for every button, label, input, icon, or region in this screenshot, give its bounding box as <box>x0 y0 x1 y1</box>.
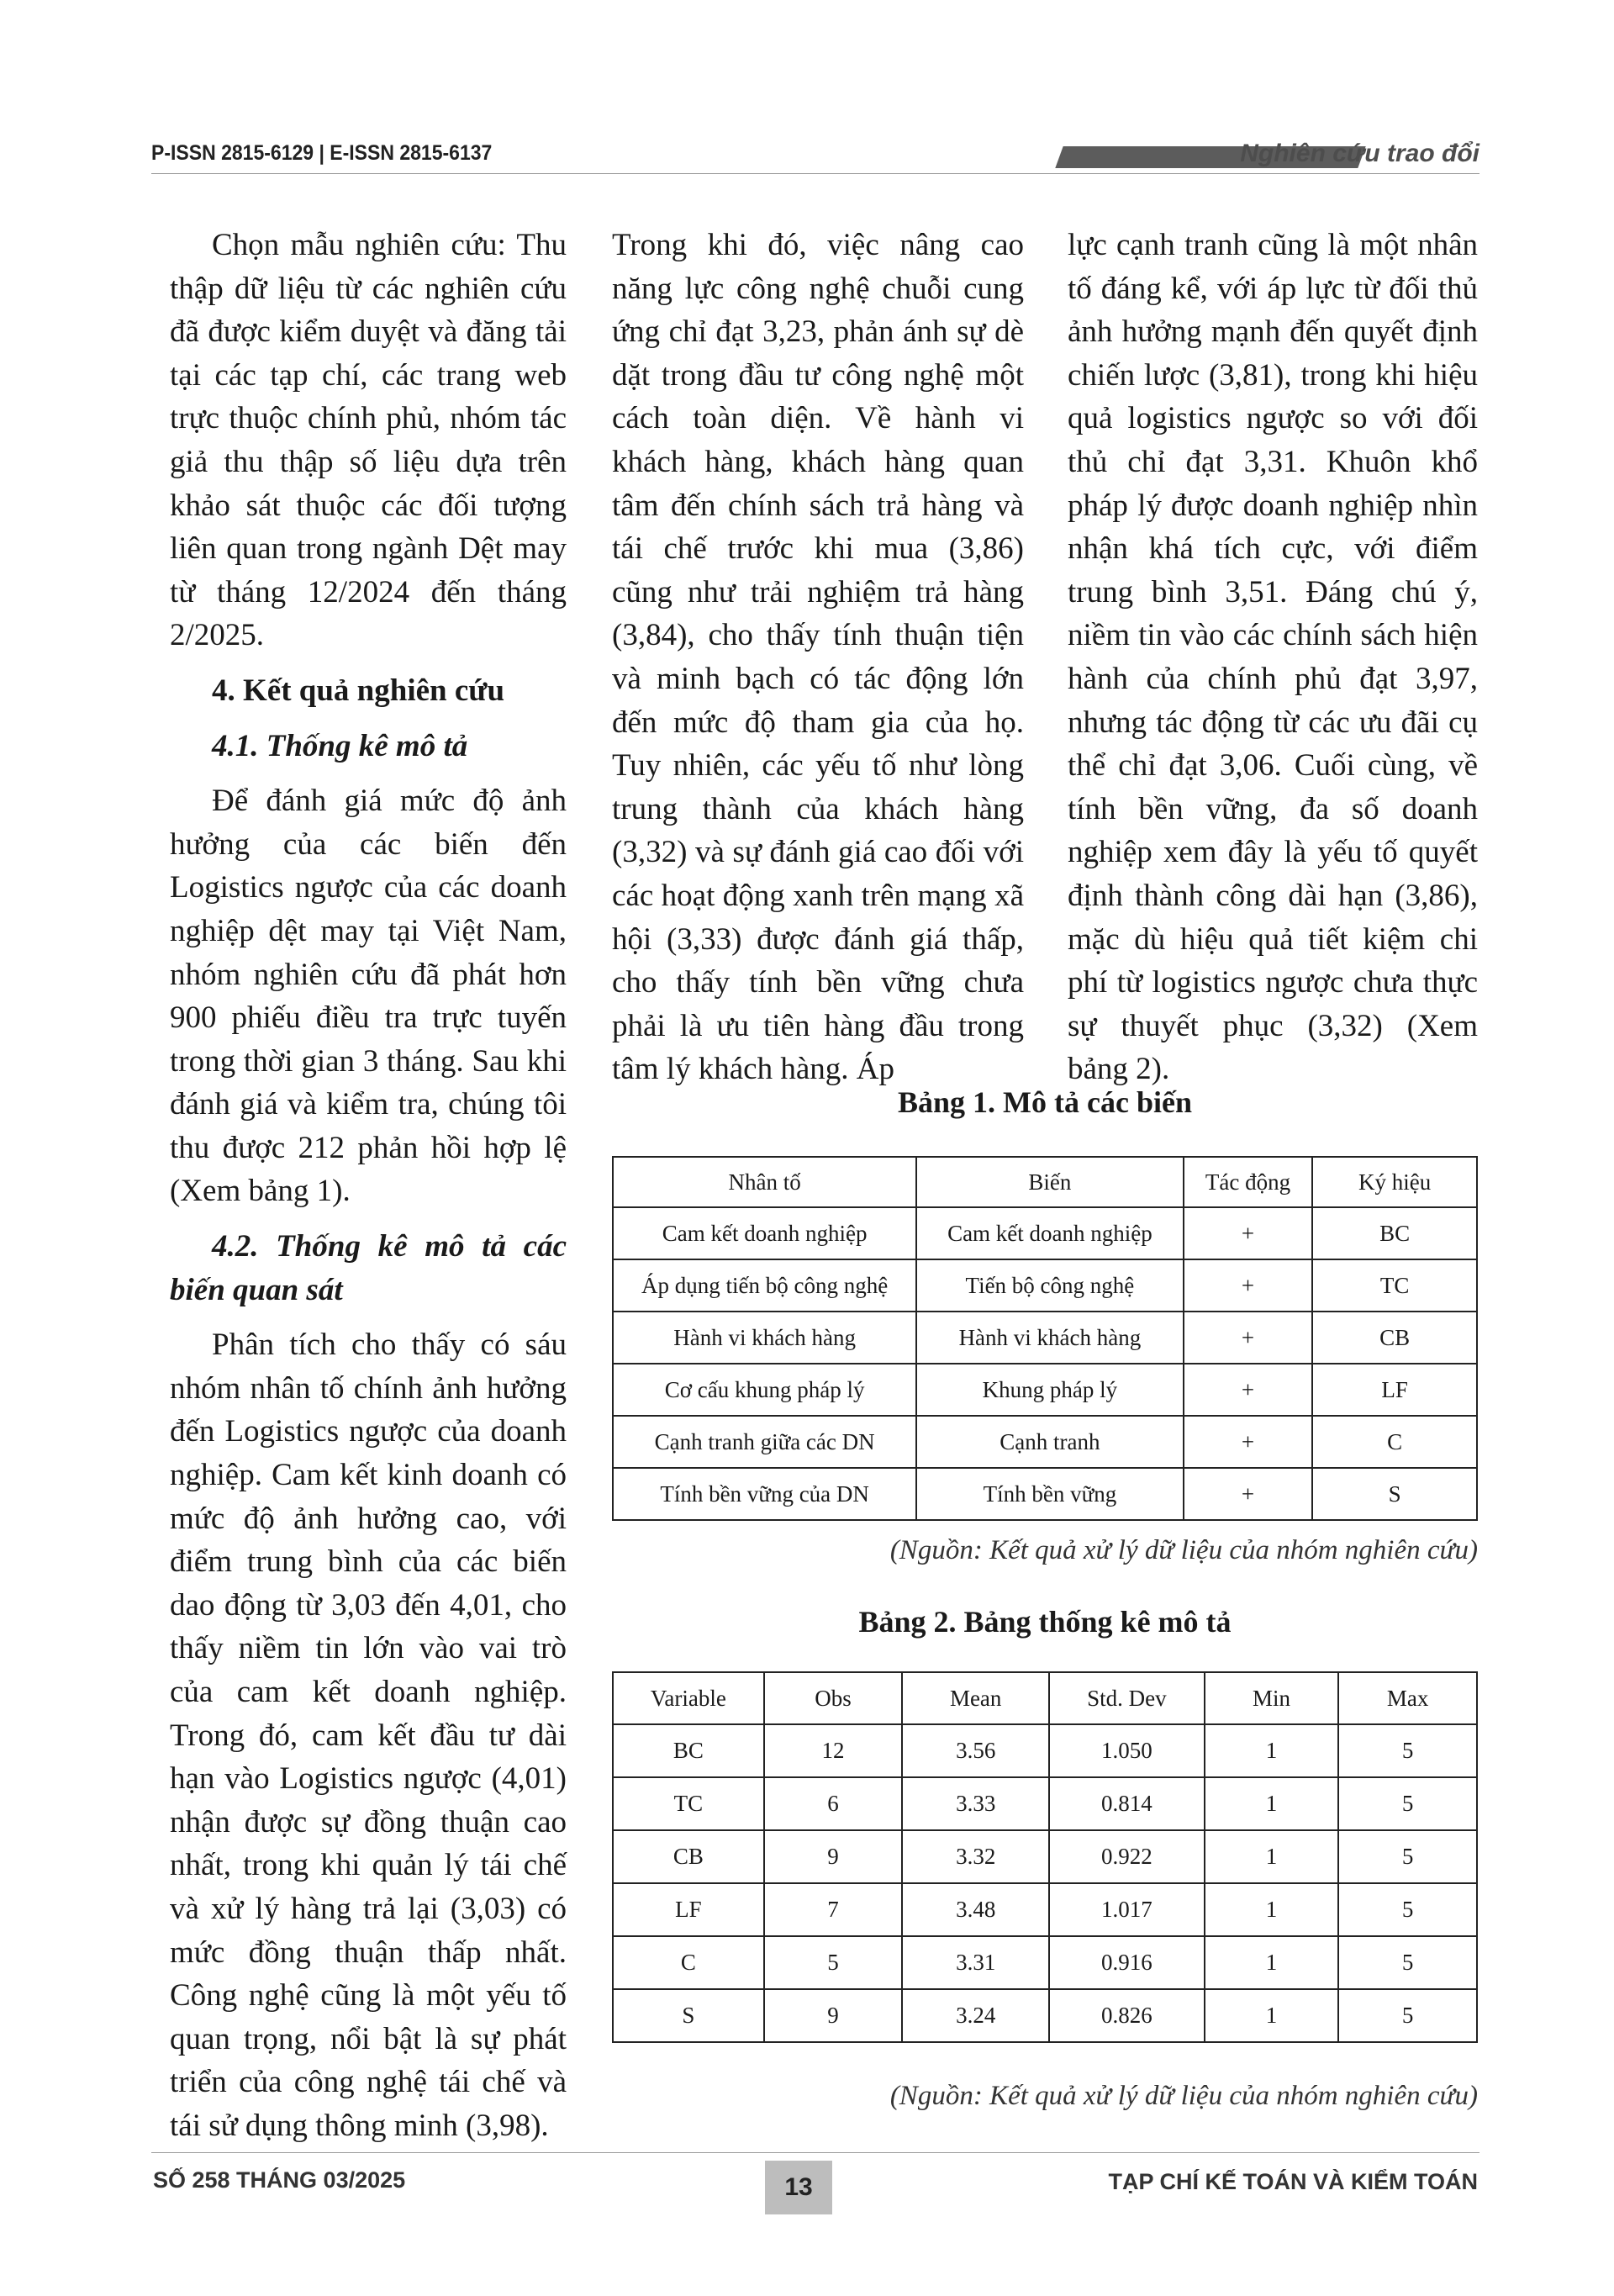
section-title: Nghiên cứu trao đổi <box>1240 140 1480 167</box>
table1-cell: + <box>1184 1364 1313 1416</box>
table2-cell: 7 <box>764 1883 903 1936</box>
table1-cell: + <box>1184 1468 1313 1520</box>
table1-cell: Cạnh tranh giữa các DN <box>613 1416 916 1468</box>
table2-cell: 12 <box>764 1724 903 1777</box>
table1-cell: Cạnh tranh <box>916 1416 1183 1468</box>
table2-row <box>613 1936 1477 1989</box>
table2-header-row <box>613 1672 1477 1724</box>
paragraph-sample-selection: Chọn mẫu nghiên cứu: Thu thập dữ liệu từ các nghiên cứu đã được kiểm duyệt và đăng tải tại các tạp chí, các trang web trực thuộc chính phủ, nhóm tác giả thu thập số liệu dựa trên khảo sát thuộc các đối tượng liên quan trong ngành Dệt may từ tháng 12/2024 đến tháng 2/2025. <box>170 228 567 653</box>
table2-row <box>613 1989 1477 2042</box>
table1-cell: + <box>1184 1312 1313 1364</box>
section-heading-results: 4. Kết quả nghiên cứu <box>212 673 505 708</box>
table1-source: (Nguồn: Kết quả xử lý dữ liệu của nhóm nghiên cứu) <box>889 1535 1478 1565</box>
table2-cell: 0.922 <box>1049 1830 1205 1883</box>
running-header <box>151 141 1480 175</box>
table1 <box>612 1156 1478 1521</box>
table2-row <box>613 1883 1477 1936</box>
table1-header-cell: Nhân tố <box>613 1157 916 1207</box>
table2-cell: 1.050 <box>1049 1724 1205 1777</box>
table2-cell: 3.48 <box>902 1883 1049 1936</box>
issn-label: P-ISSN 2815-6129 | E-ISSN 2815-6137 <box>151 141 493 165</box>
table1-cell: C <box>1312 1416 1477 1468</box>
table2-cell: 1 <box>1205 1936 1339 1989</box>
table1-cell: CB <box>1312 1312 1477 1364</box>
table2-cell: BC <box>613 1724 764 1777</box>
table2-title: Bảng 2. Bảng thống kê mô tả <box>858 1605 1232 1639</box>
table2-header-cell: Mean <box>902 1672 1049 1724</box>
page-number: 13 <box>765 2161 832 2214</box>
table1-cell: Khung pháp lý <box>916 1364 1183 1416</box>
text-column-right <box>1068 224 1478 1091</box>
paragraph-analysis: Phân tích cho thấy có sáu nhóm nhân tố chính ảnh hưởng đến Logistics ngược của doanh nghiệp. Cam kết kinh doanh có mức độ ảnh hưởng cao, với điểm trung bình của các biến dao động từ 3,03 đến 4,01, cho thấy niềm tin lớn vào vai trò của cam kết doanh nghiệp. Trong đó, cam kết đầu tư dài hạn vào Logistics ngược (4,01) nhận được sự đồng thuận cao nhất, trong khi quản lý tái chế và xử lý hàng trả lại (3,03) có mức đồng thuận thấp nhất. Công nghệ cũng là một yếu tố quan trọng, nổi bật là sự phát triển của công nghệ tái chế và tái sử dụng thông minh (3,98). <box>170 1327 567 2143</box>
table1-body <box>613 1207 1477 1520</box>
table2-cell: LF <box>613 1883 764 1936</box>
table2-cell: 3.32 <box>902 1830 1049 1883</box>
table1-cell: Hành vi khách hàng <box>613 1312 916 1364</box>
table1-cell: Tiến bộ công nghệ <box>916 1259 1183 1312</box>
table2-cell: 3.33 <box>902 1777 1049 1830</box>
table1-cell: + <box>1184 1416 1313 1468</box>
table2-cell: 1 <box>1205 1724 1339 1777</box>
table1-header-cell: Biến <box>916 1157 1183 1207</box>
table1-cell: S <box>1312 1468 1477 1520</box>
table2-body <box>613 1724 1477 2042</box>
table2-cell: 5 <box>1338 1883 1477 1936</box>
table2-cell: 9 <box>764 1989 903 2042</box>
subsection-heading-observed: 4.2. Thống kê mô tả các biến quan sát <box>170 1229 567 1307</box>
issue-label: SỐ 258 THÁNG 03/2025 <box>153 2167 406 2193</box>
table1-header-cell: Ký hiệu <box>1312 1157 1477 1207</box>
table2 <box>612 1671 1478 2043</box>
table1-cell: TC <box>1312 1259 1477 1312</box>
table2-cell: 9 <box>764 1830 903 1883</box>
table2-cell: 5 <box>1338 1724 1477 1777</box>
table2-cell: 3.24 <box>902 1989 1049 2042</box>
table2-cell: 5 <box>1338 1830 1477 1883</box>
table1-cell: BC <box>1312 1207 1477 1259</box>
table2-header-cell: Max <box>1338 1672 1477 1724</box>
table1-cell: + <box>1184 1259 1313 1312</box>
table1-cell: Áp dụng tiến bộ công nghệ <box>613 1259 916 1312</box>
table2-header-cell: Min <box>1205 1672 1339 1724</box>
table1-row <box>613 1259 1477 1312</box>
table1-cell: Cam kết doanh nghiệp <box>613 1207 916 1259</box>
table1-row <box>613 1468 1477 1520</box>
table1-row <box>613 1364 1477 1416</box>
paragraph-continued-right: lực cạnh tranh cũng là một nhân tố đáng kể, với áp lực từ đối thủ ảnh hưởng mạnh đến quyết định chiến lược (3,81), trong khi hiệu quả logistics ngược so với đối thủ chỉ đạt 3,31. Khuôn khổ pháp lý được doanh nghiệp nhìn nhận khá tích cực, với điểm trung bình 3,51. Đáng chú ý, niềm tin vào các chính sách hiện hành của chính phủ đạt 3,97, nhưng tác động từ các ưu đãi cụ thể chỉ đạt 3,06. Cuối cùng, về tính bền vững, đa số doanh nghiệp xem đây là yếu tố quyết định thành công dài hạn (3,86), mặc dù hiệu quả tiết kiệm chi phí từ logistics ngược chưa thực sự thuyết phục (3,32) (Xem bảng 2). <box>1068 228 1478 1087</box>
table2-cell: 5 <box>1338 1936 1477 1989</box>
table2-cell: 0.916 <box>1049 1936 1205 1989</box>
table1-cell: Tính bền vững của DN <box>613 1468 916 1520</box>
table1-cell: LF <box>1312 1364 1477 1416</box>
table2-cell: 6 <box>764 1777 903 1830</box>
table1-row <box>613 1416 1477 1468</box>
table2-row <box>613 1724 1477 1777</box>
text-column-left <box>170 224 567 2148</box>
table1-cell: Cơ cấu khung pháp lý <box>613 1364 916 1416</box>
paragraph-continued-middle: Trong khi đó, việc nâng cao năng lực công nghệ chuỗi cung ứng chỉ đạt 3,23, phản ánh sự dè dặt trong đầu tư công nghệ một cách toàn diện. Về hành vi khách hàng, khách hàng quan tâm đến chính sách trả hàng và tái chế trước khi mua (3,86) cũng như trải nghiệm trả hàng (3,84), cho thấy tính thuận tiện và minh bạch có tác động lớn đến mức độ tham gia của họ. Tuy nhiên, các yếu tố như lòng trung thành của khách hàng (3,32) và sự đánh giá cao đối với các hoạt động xanh trên mạng xã hội (3,33) được đánh giá thấp, cho thấy tính bền vững chưa phải là ưu tiên hàng đầu trong tâm lý khách hàng. Áp <box>612 228 1024 1087</box>
table2-cell: 0.826 <box>1049 1989 1205 2042</box>
table2-cell: 5 <box>1338 1989 1477 2042</box>
table2-cell: C <box>613 1936 764 1989</box>
table1-cell: + <box>1184 1207 1313 1259</box>
table1-title: Bảng 1. Mô tả các biến <box>898 1085 1192 1119</box>
table2-row <box>613 1777 1477 1830</box>
table2-cell: CB <box>613 1830 764 1883</box>
table2-cell: TC <box>613 1777 764 1830</box>
paragraph-descriptive: Để đánh giá mức độ ảnh hưởng của các biến đến Logistics ngược của các doanh nghiệp dệt may tại Việt Nam, nhóm nghiên cứu đã phát hơn 900 phiếu điều tra trực tuyến trong thời gian 3 tháng. Sau khi đánh giá và kiểm tra, chúng tôi thu được 212 phản hồi hợp lệ (Xem bảng 1). <box>170 784 567 1209</box>
table2-source: (Nguồn: Kết quả xử lý dữ liệu của nhóm nghiên cứu) <box>889 2081 1478 2111</box>
table2-header-cell: Std. Dev <box>1049 1672 1205 1724</box>
table1-cell: Hành vi khách hàng <box>916 1312 1183 1364</box>
table2-cell: 1 <box>1205 1777 1339 1830</box>
journal-name: TẠP CHÍ KẾ TOÁN VÀ KIỂM TOÁN <box>1108 2169 1478 2194</box>
subsection-heading-descriptive: 4.1. Thống kê mô tả <box>212 728 468 763</box>
table2-cell: S <box>613 1989 764 2042</box>
table1-header-cell: Tác động <box>1184 1157 1313 1207</box>
table2-cell: 5 <box>1338 1777 1477 1830</box>
table2-cell: 3.31 <box>902 1936 1049 1989</box>
table1-row <box>613 1207 1477 1259</box>
table2-cell: 1 <box>1205 1989 1339 2042</box>
table2-cell: 0.814 <box>1049 1777 1205 1830</box>
table2-cell: 3.56 <box>902 1724 1049 1777</box>
table2-cell: 1 <box>1205 1830 1339 1883</box>
text-column-middle <box>612 224 1024 1091</box>
table2-cell: 1.017 <box>1049 1883 1205 1936</box>
table2-header-cell: Obs <box>764 1672 903 1724</box>
header-divider <box>151 173 1480 174</box>
table2-header-cell: Variable <box>613 1672 764 1724</box>
table2-row <box>613 1830 1477 1883</box>
table1-cell: Tính bền vững <box>916 1468 1183 1520</box>
footer-divider <box>151 2152 1480 2153</box>
table2-cell: 5 <box>764 1936 903 1989</box>
table1-cell: Cam kết doanh nghiệp <box>916 1207 1183 1259</box>
table1-row <box>613 1312 1477 1364</box>
table2-cell: 1 <box>1205 1883 1339 1936</box>
table1-header-row <box>613 1157 1477 1207</box>
